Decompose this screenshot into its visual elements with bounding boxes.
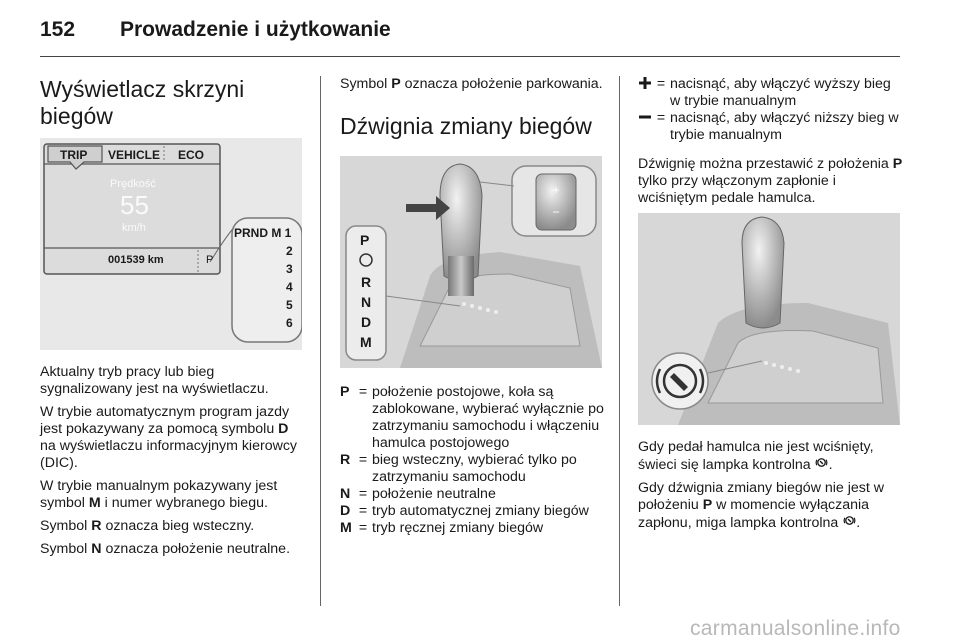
lever-label-d: D [361,314,372,330]
definition-p: P = położenie postojowe, koła są zablokowane, wybierać wyłącznie po zatrzymaniu samochodu i włączeniu hamulca postojowego [340,384,604,451]
definition-d: D = tryb automatycznej zmiany biegów [340,503,589,519]
gear-callout-3: 3 [286,262,293,276]
column-3 [638,76,903,538]
paragraph-auto-mode: W trybie automatycznym program jazdy jest pokazywany za pomocą symbolu D na wyświetlaczu informacyjnym kierowcy (DIC). [40,404,298,471]
lever-label-p: P [360,232,370,248]
gear-lever-illustration [340,156,602,368]
gear-lever-figure [340,156,602,368]
lever-label-r: R [361,274,372,290]
page-header [40,18,920,52]
section-heading-display: Wyświetlacz skrzyni biegów [40,76,245,129]
gear-callout-2: 2 [286,244,293,258]
display-speed-value: 55 [120,190,149,220]
header-rule [40,56,900,57]
svg-text:−: − [552,205,560,219]
paragraph-brake-lamp: Gdy pedał hamulca nie jest wciśnięty, świeci się lampka kontrolna . [638,439,874,473]
paragraph-symbol-p: Symbol P oznacza położenie parkowania. [340,76,603,92]
definition-plus: = nacisnąć, aby włączyć wyższy bieg w trybie manualnym [638,76,903,110]
column-divider-1 [320,76,321,606]
lever-label-n: N [361,294,372,310]
gear-callout-5: 5 [286,298,293,312]
definition-r: R = bieg wsteczny, wybierać tylko po zatrzymaniu samochodu [340,452,577,485]
paragraph-lamp-flash: Gdy dźwignia zmiany biegów nie jest w położeniu P w momencie wyłączania zapłonu, miga lampka kontrolna . [638,480,885,531]
page-number: 152 [40,18,76,41]
display-speed-label: Prędkość [110,178,156,190]
page-title: Prowadzenie i użytkowanie [120,18,391,41]
brake-lever-illustration [638,213,900,425]
brake-indicator-figure [638,213,900,425]
paragraph-current-mode: Aktualny tryb pracy lub bieg sygnalizowany jest na wyświetlaczu. [40,364,269,397]
shift-definitions-list [638,76,903,144]
gear-definitions-list [340,384,605,537]
column-2 [340,76,605,537]
gear-callout-6: 6 [286,316,293,330]
plus-icon [638,76,652,110]
display-speed-unit: km/h [122,222,146,234]
paragraph-manual-mode: W trybie manualnym pokazywany jest symbol M i numer wybranego biegu. [40,478,278,511]
gear-callout-header: PRND M 1 [234,226,292,240]
watermark: carmanualsonline.info [690,617,901,640]
brake-lamp-icon-2 [842,514,856,532]
definition-minus: = nacisnąć, aby włączyć niższy bieg w trybie manualnym [638,110,903,144]
paragraph-symbol-n: Symbol N oznacza położenie neutralne. [40,541,291,557]
paragraph-shift-from-p: Dźwignię można przestawić z położenia P tylko przy włączonym zapłonie i wciśniętym pedale hamulca. [638,156,903,206]
definition-m: M = tryb ręcznej zmiany biegów [340,520,544,536]
minus-icon [638,110,652,144]
gear-callout-4: 4 [286,280,293,294]
lever-label-m: M [360,334,372,350]
display-tab-trip: TRIP [60,148,88,162]
display-illustration [40,138,302,350]
column-divider-2 [619,76,620,606]
svg-text:+: + [552,183,560,197]
transmission-display-figure [40,138,302,350]
display-tab-vehicle: VEHICLE [108,148,161,162]
column-1 [40,76,305,564]
paragraph-symbol-r: Symbol R oznacza bieg wsteczny. [40,518,255,534]
section-heading-lever: Dźwignia zmiany biegów [340,113,592,139]
display-odometer: 001539 km [108,254,164,266]
display-tab-eco: ECO [178,148,205,162]
brake-lamp-icon [815,456,829,474]
definition-n: N = położenie neutralne [340,486,496,502]
display-gear: P [206,254,214,266]
